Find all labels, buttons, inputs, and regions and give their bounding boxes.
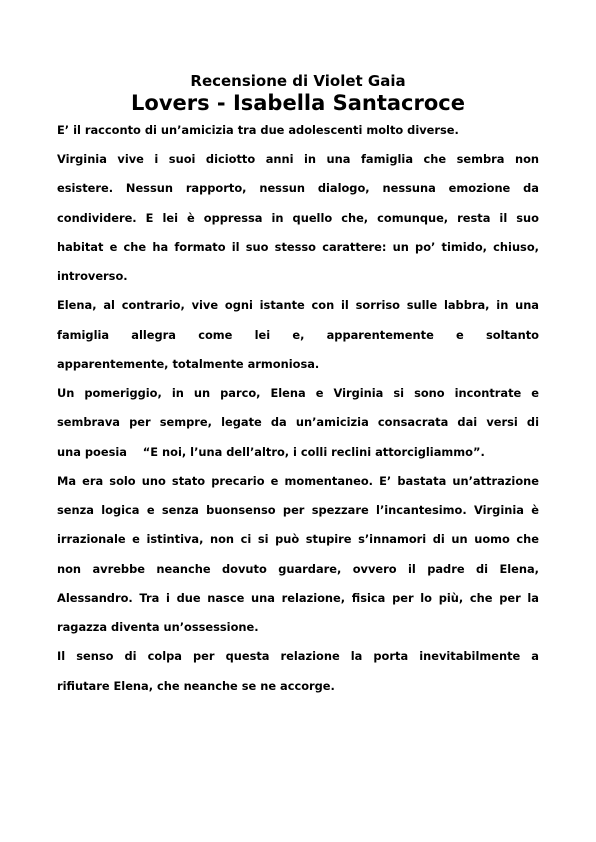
text-line: Ma era solo uno stato precario e momentaneo. E’ bastata un’attrazione (57, 474, 539, 488)
text-line: esistere. Nessun rapporto, nessun dialogo, nessuna emozione da (57, 181, 539, 195)
text-line: non avrebbe neanche dovuto guardare, ovvero il padre di Elena, (57, 562, 539, 576)
text-line: Alessandro. Tra i due nasce una relazione, fisica per lo più, che per la (57, 591, 539, 605)
text-line: E’ il racconto di un’amicizia tra due adolescenti molto diverse. (57, 123, 459, 137)
text-line: rifiutare Elena, che neanche se ne accorge. (57, 679, 335, 693)
book-title-heading: Lovers - Isabella Santacroce (131, 91, 465, 115)
text-line: habitat e che ha formato il suo stesso carattere: un po’ timido, chiuso, (57, 240, 539, 254)
text-line: Elena, al contrario, vive ogni istante con il sorriso sulle labbra, in una (57, 298, 539, 312)
text-line: ragazza diventa un’ossessione. (57, 620, 259, 634)
text-line: senza logica e senza buonsenso per spezzare l’incantesimo. Virginia è (57, 503, 539, 517)
text-line: irrazionale e istintiva, non ci si può stupire s’innamori di un uomo che (57, 532, 539, 546)
text-line: condividere. E lei è oppressa in quello che, comunque, resta il suo (57, 211, 539, 225)
text-line: sembrava per sempre, legate da un’amicizia consacrata dai versi di (57, 415, 539, 429)
text-line: Il senso di colpa per questa relazione la porta inevitabilmente a (57, 649, 539, 663)
text-line: Un pomeriggio, in un parco, Elena e Virginia si sono incontrate e (57, 386, 539, 400)
text-line: una poesia “E noi, l’una dell’altro, i colli reclini attorcigliammo”. (57, 445, 485, 459)
text-line: apparentemente, totalmente armoniosa. (57, 357, 320, 371)
text-line: introverso. (57, 269, 128, 283)
text-line: Virginia vive i suoi diciotto anni in una famiglia che sembra non (57, 152, 539, 166)
text-line: famiglia allegra come lei e, apparentemente e soltanto (57, 328, 539, 342)
review-author-heading: Recensione di Violet Gaia (190, 72, 406, 90)
